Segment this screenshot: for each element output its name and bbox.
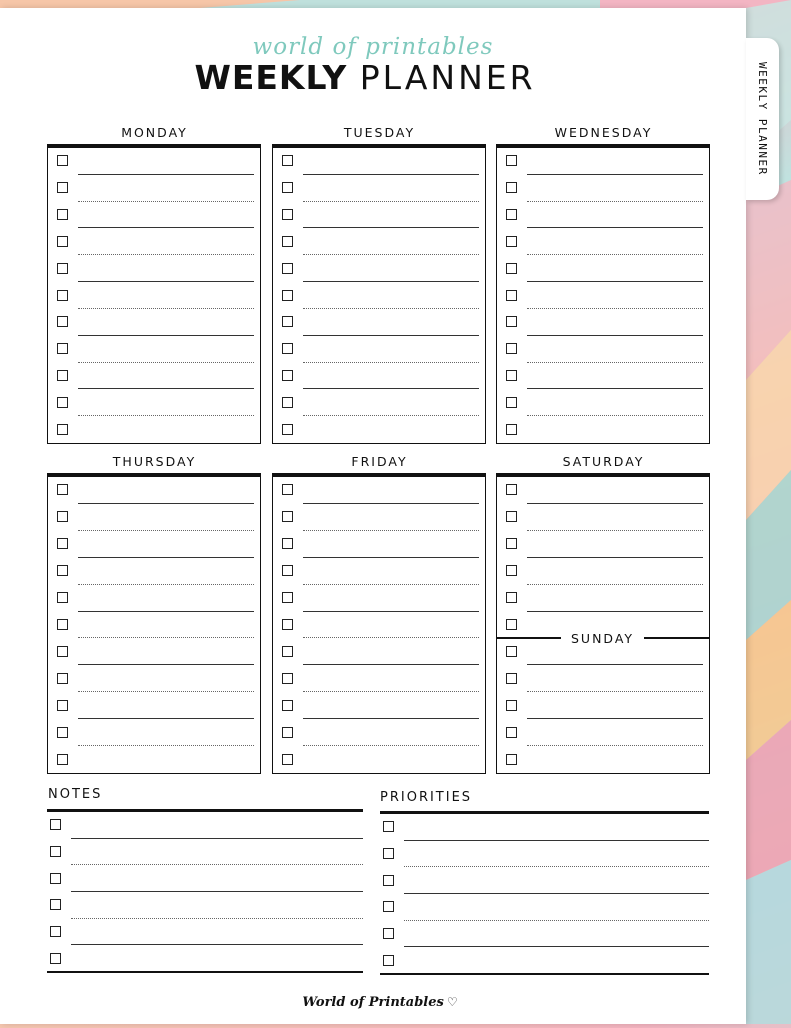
checkbox-icon[interactable] (50, 819, 61, 830)
day-box-saturday-sunday (496, 473, 710, 774)
write-line (78, 335, 254, 336)
write-line (303, 415, 479, 416)
footer-brand (0, 995, 760, 1010)
checkbox-icon[interactable] (57, 727, 68, 738)
write-line (527, 718, 703, 719)
checkbox-icon[interactable] (50, 846, 61, 857)
checkbox-icon[interactable] (57, 619, 68, 630)
checkbox-icon[interactable] (506, 538, 517, 549)
write-line (527, 254, 703, 255)
checkbox-icon[interactable] (506, 754, 517, 765)
checkbox-icon[interactable] (57, 565, 68, 576)
checkbox-icon[interactable] (50, 899, 61, 910)
write-line (78, 281, 254, 282)
checkbox-icon[interactable] (282, 646, 293, 657)
write-line (404, 866, 709, 867)
day-label-wednesday: WEDNESDAY (554, 125, 653, 140)
checkbox-icon[interactable] (506, 209, 517, 220)
write-line (78, 388, 254, 389)
write-line (303, 584, 479, 585)
checkbox-icon[interactable] (506, 424, 517, 435)
checkbox-icon[interactable] (506, 397, 517, 408)
checkbox-icon[interactable] (282, 236, 293, 247)
write-line (303, 664, 479, 665)
checkbox-icon[interactable] (282, 511, 293, 522)
title-bold: WEEKLY (194, 58, 348, 97)
checkbox-icon[interactable] (282, 370, 293, 381)
write-line (78, 308, 254, 309)
day-box-monday (47, 144, 261, 444)
write-line (303, 362, 479, 363)
checkbox-icon[interactable] (57, 263, 68, 274)
write-line (303, 254, 479, 255)
checkbox-icon[interactable] (57, 397, 68, 408)
checkbox-icon[interactable] (383, 848, 394, 859)
write-line (71, 918, 363, 919)
write-line (527, 611, 703, 612)
write-line (78, 503, 254, 504)
page-title (0, 58, 730, 97)
checkbox-icon[interactable] (57, 316, 68, 327)
write-line (303, 691, 479, 692)
priorities-label: PRIORITIES (380, 790, 473, 805)
write-line (303, 745, 479, 746)
write-line (78, 174, 254, 175)
write-line (527, 530, 703, 531)
checkbox-icon[interactable] (282, 209, 293, 220)
write-line (71, 944, 363, 945)
checkbox-icon[interactable] (57, 290, 68, 301)
checkbox-icon[interactable] (282, 565, 293, 576)
notes-list (47, 812, 363, 972)
checkbox-icon[interactable] (282, 538, 293, 549)
brand-script-logo: world of printables (252, 34, 494, 60)
checkbox-icon[interactable] (506, 646, 517, 657)
write-line (527, 557, 703, 558)
checkbox-icon[interactable] (506, 700, 517, 711)
checkbox-icon[interactable] (57, 155, 68, 166)
write-line (404, 893, 709, 894)
checkbox-icon[interactable] (282, 673, 293, 684)
checkbox-icon[interactable] (57, 673, 68, 684)
write-line (527, 174, 703, 175)
write-line (527, 388, 703, 389)
write-line (78, 718, 254, 719)
write-line (303, 637, 479, 638)
write-line (78, 227, 254, 228)
checkbox-icon[interactable] (506, 316, 517, 327)
checkbox-icon[interactable] (57, 424, 68, 435)
write-line (303, 611, 479, 612)
checkbox-icon[interactable] (282, 754, 293, 765)
write-line (527, 503, 703, 504)
write-line (527, 227, 703, 228)
write-line (78, 584, 254, 585)
write-line (303, 201, 479, 202)
checkbox-icon[interactable] (506, 263, 517, 274)
day-box-wednesday (496, 144, 710, 444)
write-line (303, 174, 479, 175)
checkbox-icon[interactable] (50, 926, 61, 937)
checkbox-icon[interactable] (282, 592, 293, 603)
write-line (527, 584, 703, 585)
day-box-tuesday (272, 144, 486, 444)
notes-label: NOTES (48, 787, 103, 802)
checkbox-icon[interactable] (506, 236, 517, 247)
priorities-list (380, 814, 709, 974)
checkbox-icon[interactable] (506, 592, 517, 603)
write-line (527, 201, 703, 202)
write-line (527, 335, 703, 336)
write-line (78, 362, 254, 363)
day-label-monday: MONDAY (121, 125, 188, 140)
checkbox-icon[interactable] (57, 343, 68, 354)
day-box-thursday (47, 473, 261, 774)
write-line (404, 840, 709, 841)
write-line (527, 691, 703, 692)
checkbox-icon[interactable] (282, 619, 293, 630)
write-line (71, 864, 363, 865)
day-label-thursday: THURSDAY (112, 454, 197, 469)
write-line (303, 308, 479, 309)
checkbox-icon[interactable] (57, 754, 68, 765)
checkbox-icon[interactable] (506, 619, 517, 630)
heart-icon: ♡ (446, 995, 458, 1009)
checkbox-icon[interactable] (57, 484, 68, 495)
write-line (527, 745, 703, 746)
checkbox-icon[interactable] (57, 209, 68, 220)
checkbox-icon[interactable] (282, 727, 293, 738)
write-line (78, 664, 254, 665)
checkbox-icon[interactable] (50, 873, 61, 884)
day-label-sunday: SUNDAY (561, 631, 644, 646)
checkbox-icon[interactable] (506, 182, 517, 193)
write-line (78, 254, 254, 255)
checkbox-icon[interactable] (383, 875, 394, 886)
day-label-tuesday: TUESDAY (343, 125, 416, 140)
checkbox-icon[interactable] (57, 182, 68, 193)
side-tab-label-wrap (746, 38, 779, 200)
write-line (303, 503, 479, 504)
write-line (71, 838, 363, 839)
write-line (303, 227, 479, 228)
checkbox-icon[interactable] (282, 290, 293, 301)
checkbox-icon[interactable] (506, 673, 517, 684)
write-line (78, 637, 254, 638)
write-line (303, 281, 479, 282)
checkbox-icon[interactable] (383, 955, 394, 966)
write-line (78, 557, 254, 558)
checkbox-icon[interactable] (383, 901, 394, 912)
checkbox-icon[interactable] (282, 155, 293, 166)
checkbox-icon[interactable] (282, 182, 293, 193)
checkbox-icon[interactable] (57, 646, 68, 657)
checkbox-icon[interactable] (282, 700, 293, 711)
write-line (303, 530, 479, 531)
write-line (78, 415, 254, 416)
write-line (78, 691, 254, 692)
write-line (303, 335, 479, 336)
write-line (78, 201, 254, 202)
write-line (527, 664, 703, 665)
checkbox-icon[interactable] (282, 343, 293, 354)
checkbox-icon[interactable] (383, 821, 394, 832)
write-line (303, 718, 479, 719)
day-box-friday (272, 473, 486, 774)
priorities-bottom-rule (380, 973, 709, 975)
side-tab-label: WEEKLY PLANNER (756, 62, 769, 176)
checkbox-icon[interactable] (57, 370, 68, 381)
write-line (527, 362, 703, 363)
checkbox-icon[interactable] (57, 700, 68, 711)
checkbox-icon[interactable] (282, 484, 293, 495)
write-line (404, 920, 709, 921)
checkbox-icon[interactable] (506, 343, 517, 354)
checkbox-icon[interactable] (506, 290, 517, 301)
checkbox-icon[interactable] (282, 424, 293, 435)
day-label-friday: FRIDAY (351, 454, 408, 469)
write-line (303, 388, 479, 389)
footer-brand-text: World of Printables (302, 995, 444, 1010)
checkbox-icon[interactable] (50, 953, 61, 964)
checkbox-icon[interactable] (506, 370, 517, 381)
write-line (78, 530, 254, 531)
write-line (404, 946, 709, 947)
write-line (527, 415, 703, 416)
title-light: PLANNER (359, 58, 536, 97)
checkbox-icon[interactable] (57, 511, 68, 522)
checkbox-icon[interactable] (506, 155, 517, 166)
write-line (78, 745, 254, 746)
day-label-saturday: SATURDAY (562, 454, 645, 469)
notes-bottom-rule (47, 971, 363, 973)
checkbox-icon[interactable] (506, 511, 517, 522)
checkbox-icon[interactable] (282, 263, 293, 274)
write-line (78, 611, 254, 612)
checkbox-icon[interactable] (57, 236, 68, 247)
write-line (71, 891, 363, 892)
checkbox-icon[interactable] (506, 727, 517, 738)
write-line (303, 557, 479, 558)
checkbox-icon[interactable] (282, 316, 293, 327)
checkbox-icon[interactable] (506, 565, 517, 576)
write-line (527, 308, 703, 309)
checkbox-icon[interactable] (57, 592, 68, 603)
checkbox-icon[interactable] (383, 928, 394, 939)
write-line (527, 281, 703, 282)
checkbox-icon[interactable] (506, 484, 517, 495)
checkbox-icon[interactable] (282, 397, 293, 408)
checkbox-icon[interactable] (57, 538, 68, 549)
